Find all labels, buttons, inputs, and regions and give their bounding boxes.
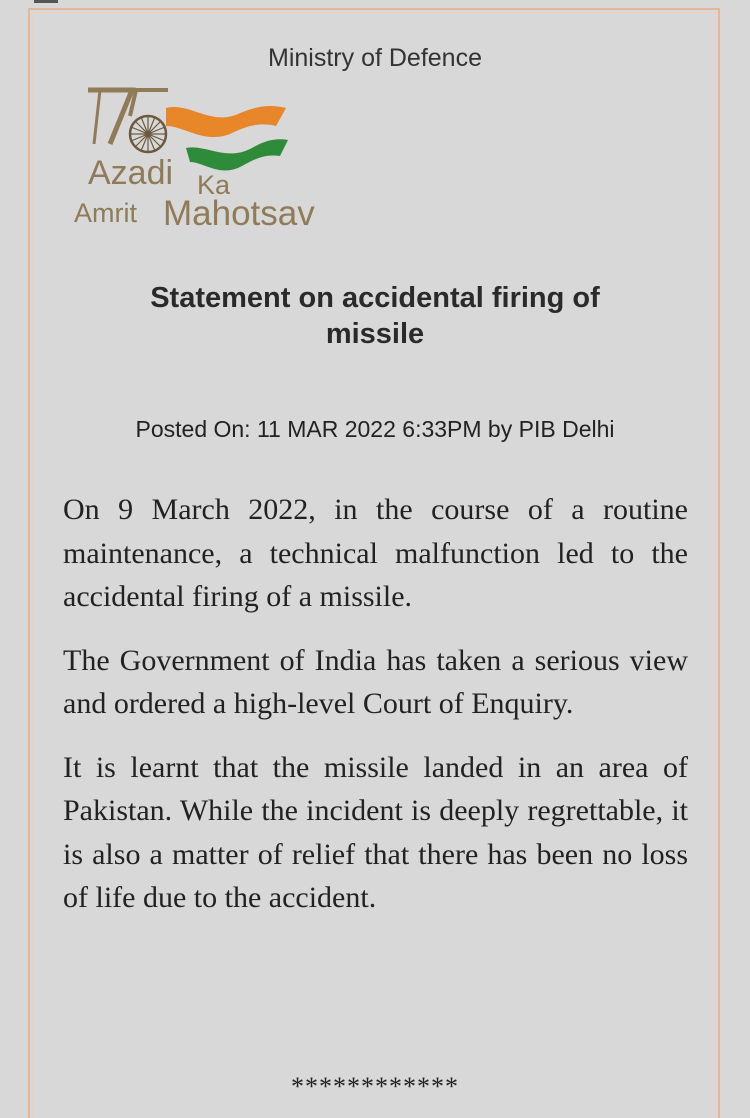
posted-on-line: Posted On: 11 MAR 2022 6:33PM by PIB Delhi	[135, 416, 615, 442]
logo-text-ka: Ka	[197, 170, 231, 200]
logo-text-amrit: Amrit	[74, 198, 137, 228]
page-title: Statement on accidental firing of missile	[150, 282, 600, 350]
end-of-release-marker: ************	[291, 1072, 459, 1101]
body-paragraph-1: On 9 March 2022, in the course of a routine maintenance, a technical malfunction led to the accidental firing of a missile.	[63, 493, 688, 613]
release-body	[63, 488, 688, 940]
azadi-ka-amrit-mahotsav-logo	[70, 82, 360, 242]
ministry-name: Ministry of Defence	[268, 44, 482, 72]
scroll-edge-indicator	[34, 0, 58, 3]
logo-text-mahotsav: Mahotsav	[163, 194, 315, 233]
body-paragraph-2: The Government of India has taken a serious view and ordered a high-level Court of Enquiry.	[63, 643, 688, 720]
chakra-icon	[130, 116, 166, 152]
logo-text-azadi: Azadi	[88, 154, 174, 192]
body-paragraph-3: It is learnt that the missile landed in an area of Pakistan. While the incident is deeply regrettable, it is also a matter of relief that there has been no loss of life due to the accident.	[63, 750, 688, 914]
